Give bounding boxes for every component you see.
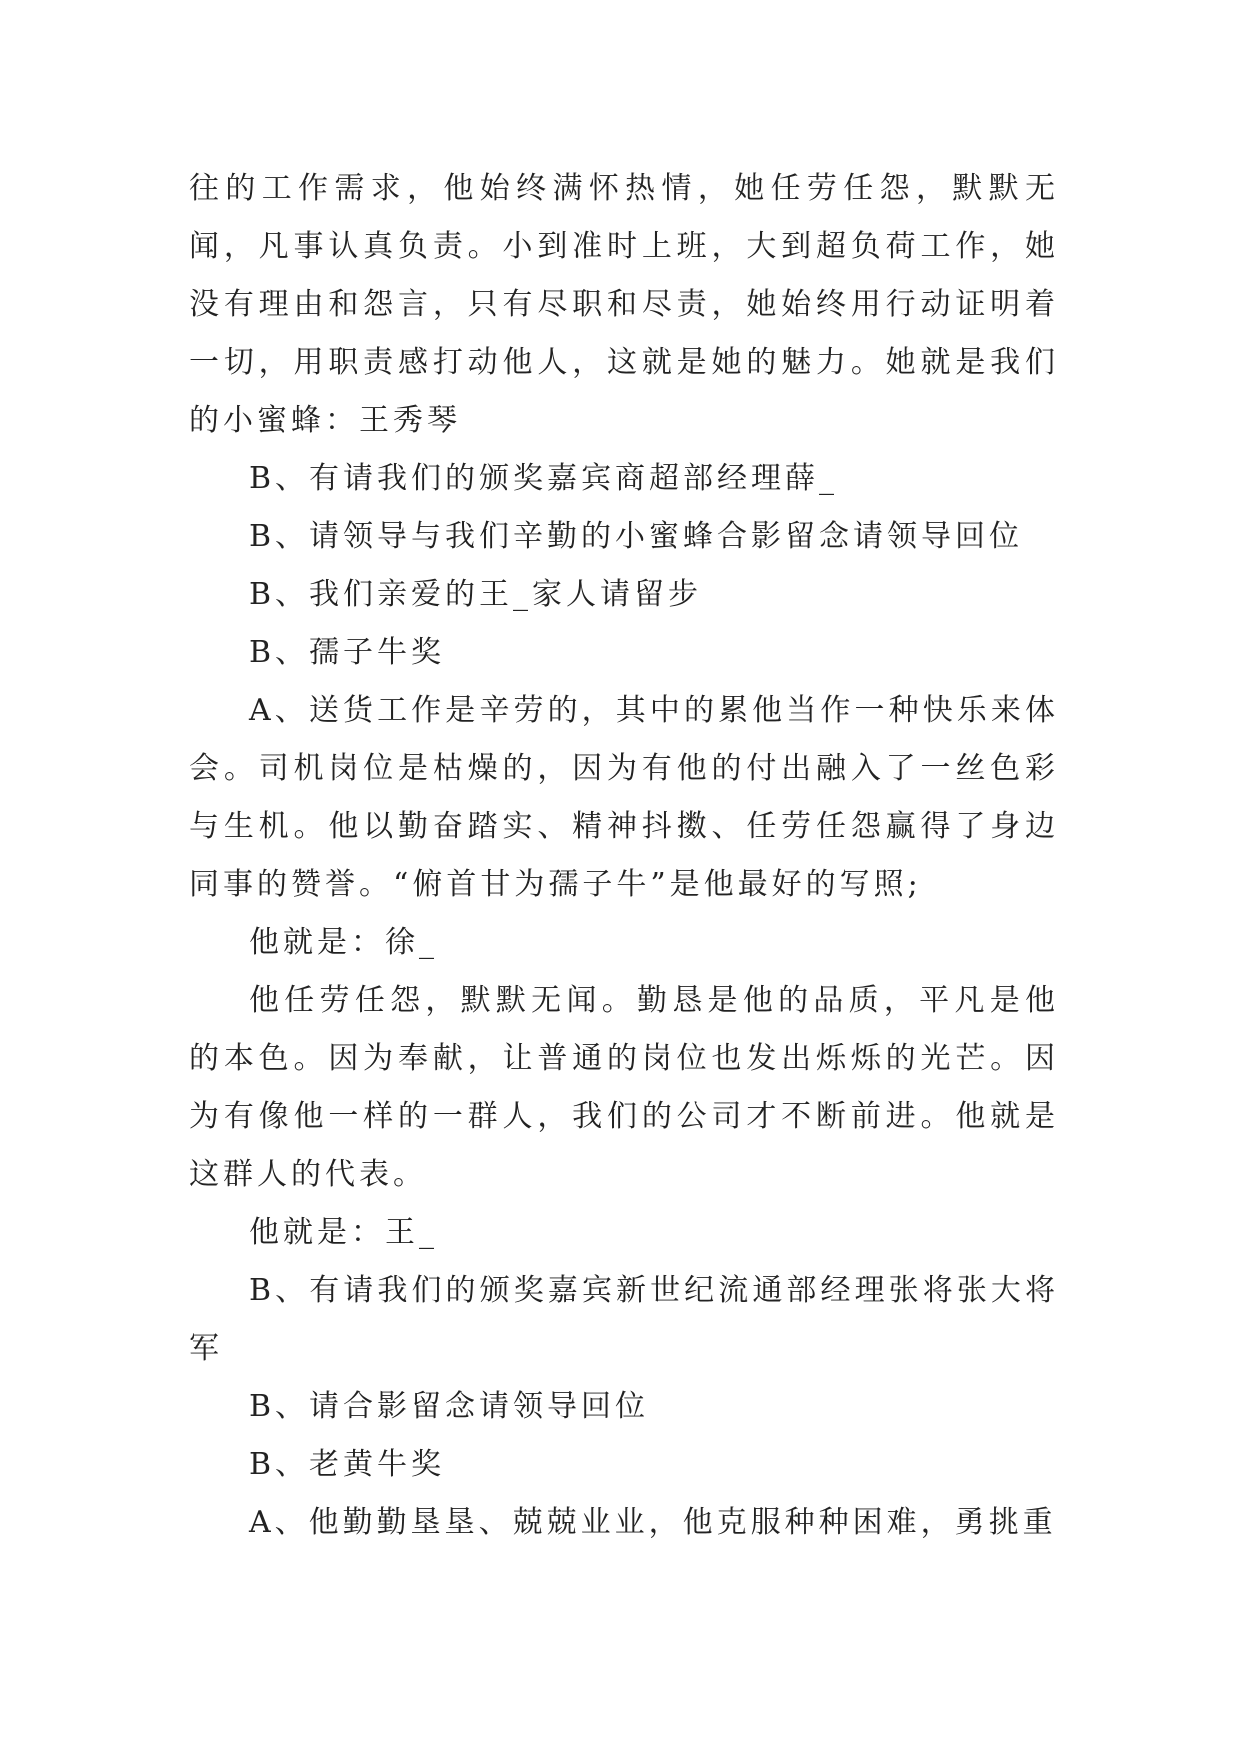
paragraph-group-photo: B、请合影留念请领导回位 [249,1389,650,1424]
paragraph-delivery-intro: A、送货工作是辛劳的，其中的累他当作一种快乐来体会。司机岗位是枯燥的，因为有他的付出融入了一丝色彩与生机。他以勤奋踏实、精神抖擞、任劳任怨赢得了身边同事的赞誉。“俯首甘为孺子牛”是他最好的写照; [189,693,1059,902]
paragraph-award-old-ox: B、老黄牛奖 [249,1447,446,1482]
paragraph-group-photo-bee: B、请领导与我们辛勤的小蜜蜂合影留念请领导回位 [249,519,1024,554]
paragraph-winner-wang: 他就是：王_ [249,1215,438,1250]
paragraph-presenter-xue: B、有请我们的颁奖嘉宾商超部经理薛_ [249,461,839,496]
paragraph-dedication-intro: 他任劳任怨，默默无闻。勤恳是他的品质，平凡是他的本色。因为奉献，让普通的岗位也发出烁烁的光芒。因为有像他一样的一群人，我们的公司才不断前进。他就是这群人的代表。 [189,983,1059,1192]
paragraph-family-stay: B、我们亲爱的王_家人请留步 [249,577,703,612]
paragraph-diligence-intro: A、他勤勤垦垦、兢兢业业，他克服种种困难，勇挑重 [249,1505,1057,1540]
paragraph-winner-xu: 他就是：徐_ [249,925,438,960]
paragraph-continued-intro: 往的工作需求，他始终满怀热情，她任劳任怨，默默无闻，凡事认真负责。小到准时上班，大到超负荷工作，她没有理由和怨言，只有尽职和尽责，她始终用行动证明着一切，用职责感打动他人，这就是她的魅力。她就是我们的小蜜蜂：王秀琴 [189,171,1059,438]
paragraph-presenter-zhang: B、有请我们的颁奖嘉宾新世纪流通部经理张将张大将军 [189,1273,1059,1366]
paragraph-award-ox: B、孺子牛奖 [249,635,446,670]
document-body [189,160,1059,1552]
